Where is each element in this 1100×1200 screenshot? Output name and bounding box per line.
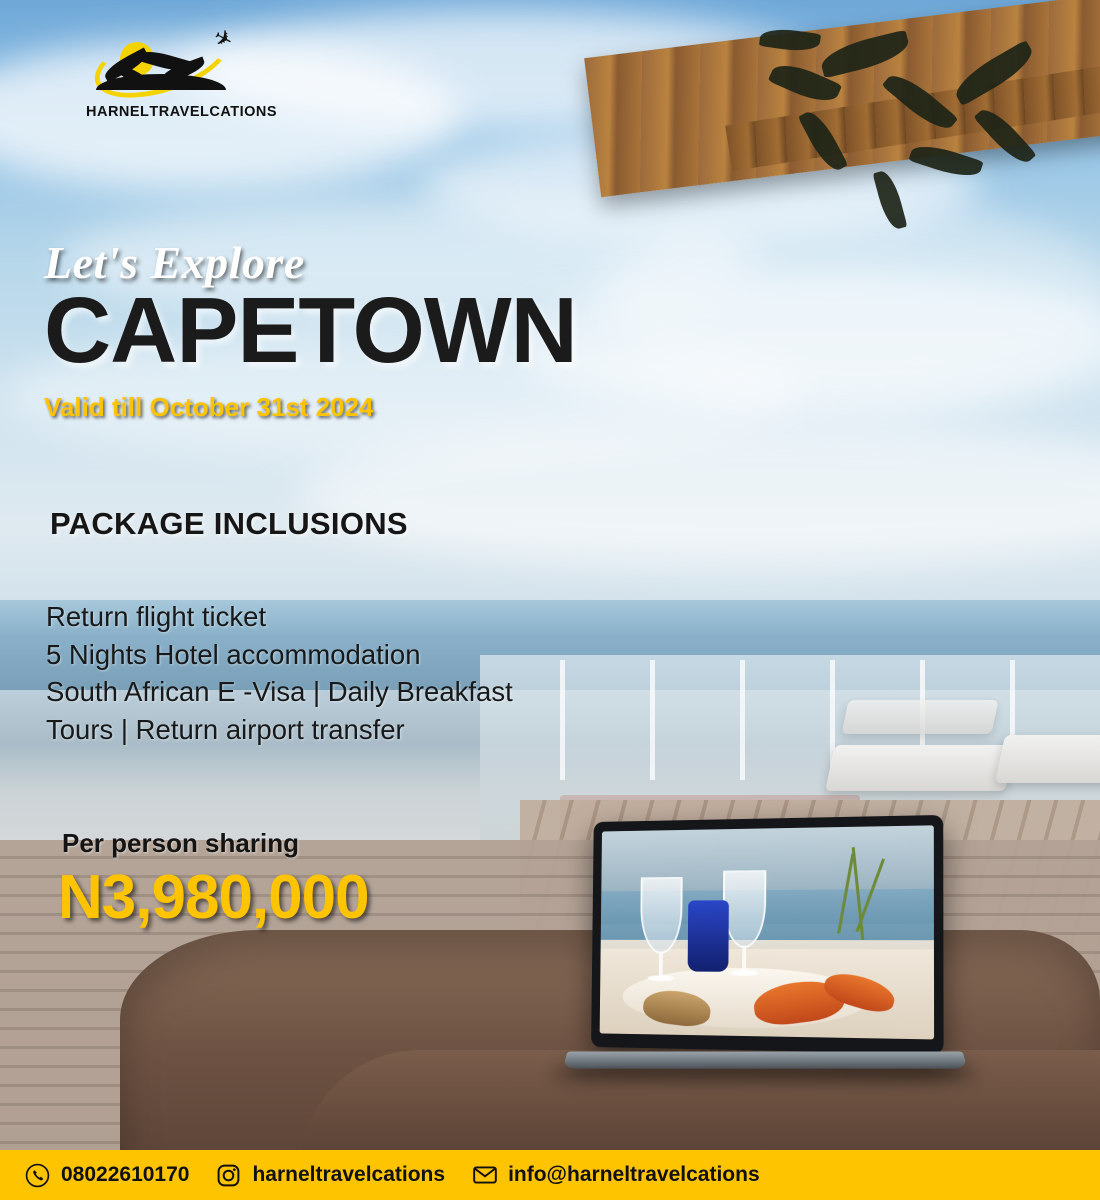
list-item: South African E -Visa | Daily Breakfast [46, 676, 513, 708]
list-item: Return flight ticket [46, 601, 267, 632]
list-item: Tours | Return airport transfer [46, 714, 405, 746]
instagram-handle: harneltravelcations [252, 1163, 446, 1186]
railing-post [650, 660, 655, 780]
laptop-screen-frame [591, 815, 943, 1054]
phone-icon [24, 1162, 51, 1189]
email-address: info@harneltravelcations [508, 1163, 760, 1186]
package-inclusions-heading: PACKAGE INCLUSIONS [50, 506, 408, 541]
footer-instagram[interactable] [215, 1162, 445, 1189]
lounge-chair [825, 745, 1015, 791]
wine-glass [640, 877, 683, 954]
phone-number: 08022610170 [61, 1163, 190, 1186]
instagram-icon [215, 1162, 242, 1189]
price-label: Per person sharing [62, 828, 299, 858]
railing-post [560, 660, 565, 780]
laptop-device [565, 818, 965, 1118]
footer-phone[interactable] [24, 1162, 189, 1189]
railing-post [740, 660, 745, 780]
headline-block [44, 236, 577, 423]
package-inclusions-list [46, 598, 513, 749]
price-amount: N3,980,000 [58, 863, 369, 932]
envelope-icon [471, 1162, 498, 1189]
destination-title: CAPETOWN [44, 278, 577, 382]
footer-email[interactable] [471, 1162, 760, 1189]
logo-wordmark [86, 104, 278, 120]
contact-footer-bar [0, 1150, 1100, 1200]
headline-eyebrow: Let's Explore [44, 237, 305, 288]
logo-word-primary: HARNEL [86, 104, 150, 120]
foliage-group [760, 30, 1060, 290]
lounge-chair [841, 700, 998, 734]
logo-mark [86, 24, 236, 100]
logo-word-secondary: TRAVELCATIONS [149, 104, 278, 120]
validity-text: Valid till October 31st 2024 [44, 392, 374, 423]
airplane-icon: ✈ [209, 23, 238, 54]
list-item: 5 Nights Hotel accommodation [46, 638, 421, 670]
blue-tumbler [688, 900, 729, 972]
laptop-keyboard-base [563, 1051, 968, 1068]
laptop-screen-image [600, 825, 934, 1039]
lounge-chair [995, 735, 1100, 783]
brand-logo[interactable] [86, 23, 278, 134]
